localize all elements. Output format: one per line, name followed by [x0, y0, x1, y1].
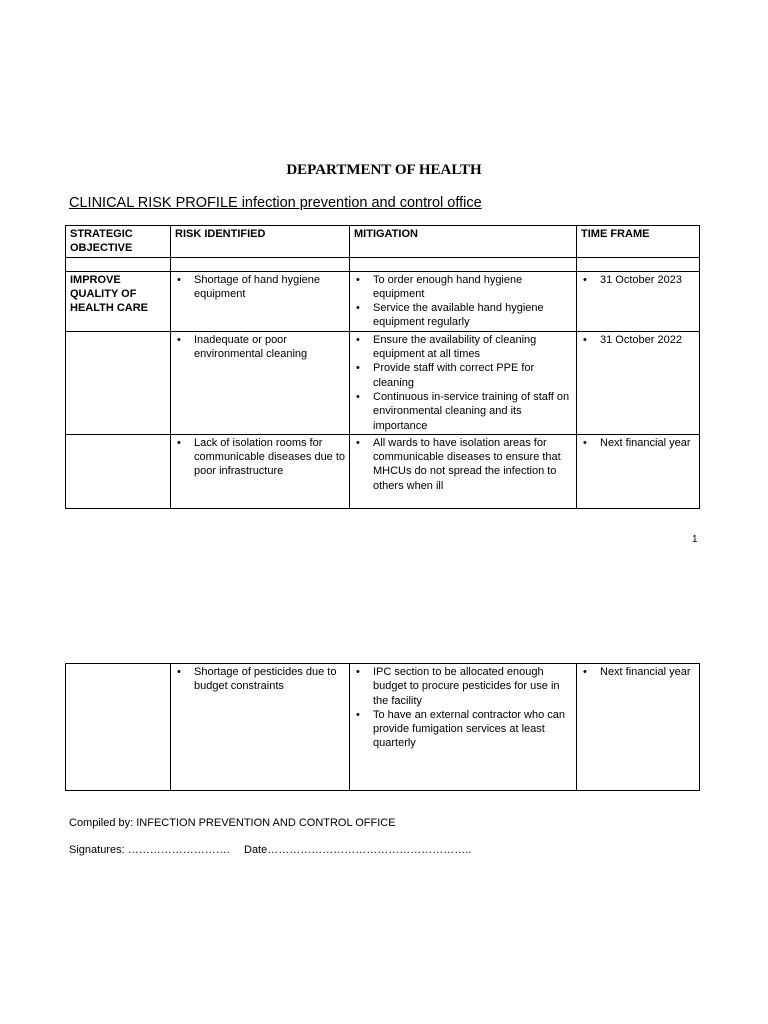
- list-item: • 31 October 2022: [581, 333, 696, 347]
- list-item: • IPC section to be allocated enough budget to procure pesticides for use in the facility: [354, 665, 573, 708]
- table-row: [66, 664, 700, 791]
- bullet-list: [354, 436, 573, 493]
- bullet-list: [581, 436, 696, 450]
- list-item: • Ensure the availability of cleaning equipment at all times: [354, 333, 573, 362]
- mitigation-cell: [350, 271, 577, 331]
- bullet-list: [175, 273, 346, 302]
- risk-cell: [171, 434, 350, 508]
- mitigation-cell: [350, 331, 577, 434]
- strategic-objective-cell: [66, 664, 171, 791]
- strategic-objective-cell: IMPROVE QUALITY OF HEALTH CARE: [66, 271, 171, 331]
- document-title: DEPARTMENT OF HEALTH: [286, 162, 482, 178]
- risk-profile-table: [65, 225, 700, 509]
- strategic-objective-cell: [66, 434, 171, 508]
- signatures-line: Signatures: ……………………….: [69, 844, 230, 856]
- bullet-list: [581, 333, 696, 347]
- bullet-list: [354, 273, 573, 330]
- list-item: • To order enough hand hygiene equipment: [354, 273, 573, 302]
- table-header-row: [66, 226, 700, 258]
- mitigation-cell: [350, 664, 577, 791]
- risk-cell: [171, 271, 350, 331]
- time-frame-cell: [577, 331, 700, 434]
- bullet-list: [581, 273, 696, 287]
- table-row: [66, 271, 700, 331]
- list-item: • Provide staff with correct PPE for cleaning: [354, 361, 573, 390]
- compiled-by: Compiled by: INFECTION PREVENTION AND CONTROL OFFICE: [69, 817, 396, 829]
- table-spacer-row: [66, 257, 700, 271]
- bullet-list: [175, 665, 346, 694]
- list-item: • Next financial year: [581, 436, 696, 450]
- time-frame-cell: [577, 664, 700, 791]
- time-frame-cell: [577, 271, 700, 331]
- header-mitigation: MITIGATION: [350, 226, 577, 258]
- list-item: • To have an external contractor who can provide fumigation services at least quarterly: [354, 708, 573, 751]
- time-frame-cell: [577, 434, 700, 508]
- document-subtitle: CLINICAL RISK PROFILE infection prevention and control office: [69, 195, 482, 211]
- strategic-objective-cell: [66, 331, 171, 434]
- header-time-frame: TIME FRAME: [577, 226, 700, 258]
- list-item: • All wards to have isolation areas for communicable diseases to ensure that MHCUs do not spread the infection to others when ill: [354, 436, 573, 493]
- list-item: • Lack of isolation rooms for communicable diseases due to poor infrastructure: [175, 436, 346, 479]
- date-line: Date………………………………………………..: [244, 844, 472, 856]
- list-item: • Inadequate or poor environmental cleaning: [175, 333, 346, 362]
- list-item: • Continuous in-service training of staff on environmental cleaning and its importance: [354, 390, 573, 433]
- mitigation-cell: [350, 434, 577, 508]
- bullet-list: [354, 665, 573, 751]
- list-item: • Shortage of pesticides due to budget constraints: [175, 665, 346, 694]
- bullet-list: [581, 665, 696, 679]
- risk-profile-table-continued: [65, 663, 700, 791]
- bullet-list: [175, 333, 346, 362]
- table-row: [66, 434, 700, 508]
- list-item: • 31 October 2023: [581, 273, 696, 287]
- bullet-list: [354, 333, 573, 433]
- risk-cell: [171, 331, 350, 434]
- table-row: [66, 331, 700, 434]
- header-strategic-objective: STRATEGIC OBJECTIVE: [66, 226, 171, 258]
- bullet-list: [175, 436, 346, 479]
- list-item: • Service the available hand hygiene equipment regularly: [354, 301, 573, 330]
- list-item: • Next financial year: [581, 665, 696, 679]
- risk-cell: [171, 664, 350, 791]
- list-item: • Shortage of hand hygiene equipment: [175, 273, 346, 302]
- header-risk-identified: RISK IDENTIFIED: [171, 226, 350, 258]
- page-number: 1: [692, 534, 698, 545]
